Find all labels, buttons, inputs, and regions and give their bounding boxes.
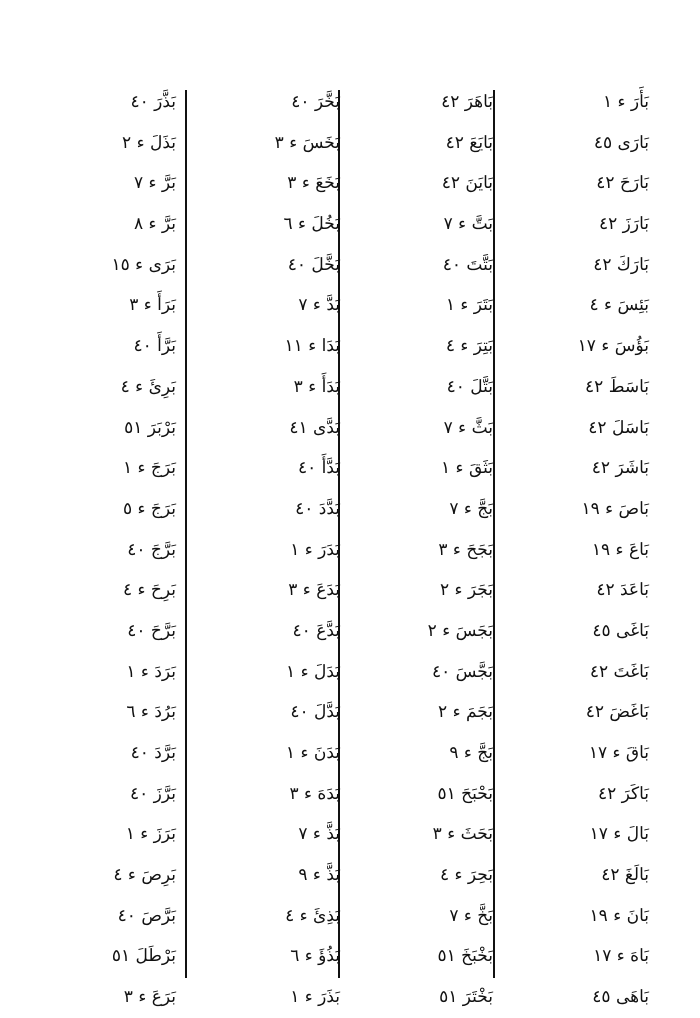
verb-entry: بَرْطَلَ ٥١ — [111, 946, 176, 967]
verb-entry: بَذَلَ ء ٢ — [122, 132, 176, 153]
verb-entry: بَتَّ ء ٧ — [443, 214, 493, 235]
verb-entry: بَرَّدَ ٤٠ — [130, 743, 176, 763]
verb-entry: بَذَرَ ء ١ — [290, 987, 340, 1008]
verb-entry: بَجَّسَ ٤٠ — [431, 661, 493, 682]
verb-entry: بَارَى ٤٥ — [593, 132, 649, 153]
verb-entry: بَتَّلَ ٤٠ — [446, 376, 493, 397]
verb-entry: بَاقَ ء ١٧ — [588, 743, 649, 763]
verb-entry: بَرَدَ ء ١ — [126, 661, 176, 682]
verb-entry: بَالَ ء ١٧ — [589, 824, 649, 845]
verb-entry: بَخْتَرَ ٥١ — [439, 987, 493, 1008]
verb-entry: بَحِرَ ء ٤ — [439, 865, 493, 886]
verb-entry: بَدَّدَ ٤٠ — [295, 498, 340, 519]
verb-entry: بَجَرَ ء ٢ — [439, 580, 493, 601]
verb-entry: بَخَّلَ ٤٠ — [287, 254, 340, 275]
verb-entry: بَاسَلَ ٤٢ — [588, 417, 649, 438]
verb-entry: بَارَكَ ٤٢ — [593, 254, 649, 275]
verb-entry: بَارَزَ ٤٢ — [599, 214, 649, 235]
verb-entry: بَتَّتَ ٤٠ — [442, 254, 493, 275]
verb-entry: بَتِرَ ء ٤ — [445, 336, 493, 357]
verb-entry: بَدَّ ء ٧ — [298, 295, 340, 316]
verb-entry: بَجَّ ء ٧ — [449, 498, 493, 519]
verb-entry: بَدَرَ ء ١ — [290, 539, 340, 560]
verb-entry: بَاعَ ء ١٩ — [591, 539, 649, 560]
verb-entry: بَرْبَرَ ٥١ — [124, 417, 176, 438]
verb-entry: بَايَنَ ٤٢ — [441, 173, 493, 194]
verb-entry: بَارَحَ ٤٢ — [596, 173, 649, 194]
verb-entry: بَحْبَحَ ٥١ — [437, 783, 493, 804]
verb-entry: بَرَّأَ ٤٠ — [133, 336, 176, 357]
verb-entry: بَرِئَ ء ٤ — [120, 376, 176, 397]
verb-column-3 — [194, 82, 340, 1018]
verb-entry: بَذُؤَ ء ٦ — [290, 946, 340, 967]
verb-column-1 — [503, 82, 649, 1018]
verb-entry: بَايَعَ ٤٢ — [445, 132, 493, 153]
column-divider-3 — [185, 90, 187, 978]
column-divider-1 — [493, 90, 495, 978]
verb-entry: بَاشَرَ ٤٢ — [591, 458, 649, 479]
verb-entry: بَاعَدَ ٤٢ — [596, 580, 649, 601]
verb-entry: بَدَعَ ء ٣ — [288, 580, 340, 601]
verb-entry: بَرَجَ ء ٥ — [122, 498, 176, 519]
verb-entry: بَانَ ء ١٩ — [589, 905, 649, 926]
verb-entry: بَثَقَ ء ١ — [441, 458, 493, 479]
verb-entry: بَاغَى ٤٥ — [592, 620, 649, 641]
verb-entry: بَثَّ ء ٧ — [443, 417, 493, 438]
verb-entry: بَخَّ ء ٧ — [449, 905, 493, 926]
verb-entry: بَحَثَ ء ٣ — [432, 824, 493, 845]
verb-entry: بَجَسَ ء ٢ — [427, 620, 493, 641]
verb-entry: بَرَّصَ ٤٠ — [117, 905, 176, 926]
verb-entry: بَذَّرَ ٤٠ — [130, 92, 176, 112]
verb-entry: بَدَّأَ ٤٠ — [297, 458, 340, 479]
verb-entry: بَاهَ ء ١٧ — [593, 946, 649, 967]
verb-entry: بَخُلَ ء ٦ — [283, 214, 340, 235]
verb-entry: بَرَّ ء ٨ — [133, 214, 176, 235]
verb-entry: بَرَعَ ء ٣ — [123, 987, 176, 1008]
verb-entry: بَرُدَ ء ٦ — [126, 702, 176, 723]
verb-entry: بَاصَ ء ١٩ — [581, 498, 649, 519]
verb-entry: بَاكَرَ ٤٢ — [597, 783, 649, 804]
verb-entry: بَتَرَ ء ١ — [445, 295, 493, 316]
verb-entry: بَرَى ء ١٥ — [111, 254, 176, 275]
verb-entry: بَاهَرَ ٤٢ — [441, 92, 493, 112]
verb-column-2 — [347, 82, 493, 1018]
verb-entry: بَئِسَ ء ٤ — [589, 295, 649, 316]
verb-entry: بَدَّى ٤١ — [289, 417, 340, 438]
verb-entry: بَجَحَ ء ٣ — [438, 539, 493, 560]
verb-column-4 — [30, 82, 176, 1018]
verb-entry: بَأَرَ ء ١ — [602, 92, 649, 112]
verb-entry: بَخَعَ ء ٣ — [287, 173, 340, 194]
verb-entry: بَرِصَ ء ٤ — [113, 865, 176, 886]
verb-entry: بَجَّ ء ٩ — [449, 743, 493, 763]
verb-entry: بَخْبَخَ ٥١ — [437, 946, 493, 967]
verb-entry: بَرَّ ء ٧ — [133, 173, 176, 194]
verb-entry: بَدَلَ ء ١ — [286, 661, 340, 682]
verb-entry: بَدَأَ ء ٣ — [293, 376, 340, 397]
verb-entry: بَخَسَ ء ٣ — [274, 132, 340, 153]
verb-entry: بَخَّرَ ٤٠ — [291, 92, 340, 112]
verb-entry: بَدَّعَ ٤٠ — [292, 620, 340, 641]
verb-entry: بَاغَضَ ٤٢ — [585, 702, 649, 723]
verb-entry: بَدَّلَ ٤٠ — [290, 702, 340, 723]
verb-entry: بَرَزَ ء ١ — [125, 824, 176, 845]
verb-entry: بَذَّ ء ٧ — [298, 824, 340, 845]
verb-entry: بَاغَتَ ٤٢ — [589, 661, 649, 682]
verb-entry: بَرَّحَ ٤٠ — [127, 620, 176, 641]
verb-entry: بَرَّجَ ٤٠ — [127, 539, 176, 560]
verb-entry: بَؤُسَ ء ١٧ — [577, 336, 649, 357]
verb-entry: بَجَمَ ء ٢ — [438, 702, 493, 723]
verb-entry: بَدَنَ ء ١ — [285, 743, 340, 763]
verb-entry: بَرَجَ ء ١ — [122, 458, 176, 479]
verb-entry: بَدَا ء ١١ — [284, 336, 340, 357]
verb-entry: بَرِحَ ء ٤ — [122, 580, 176, 601]
verb-entry: بَاهَى ٤٥ — [592, 987, 649, 1008]
verb-entry: بَرَّزَ ٤٠ — [130, 783, 176, 804]
verb-entry: بَالَغَ ٤٢ — [601, 865, 649, 886]
verb-entry: بَاسَطَ ٤٢ — [585, 376, 649, 397]
verb-entry: بَدَهَ ء ٣ — [289, 783, 340, 804]
verb-entry: بَذَّ ء ٩ — [298, 865, 340, 886]
verb-entry: بَذِئَ ء ٤ — [285, 905, 340, 926]
verb-entry: بَرَأَ ء ٣ — [129, 295, 176, 316]
